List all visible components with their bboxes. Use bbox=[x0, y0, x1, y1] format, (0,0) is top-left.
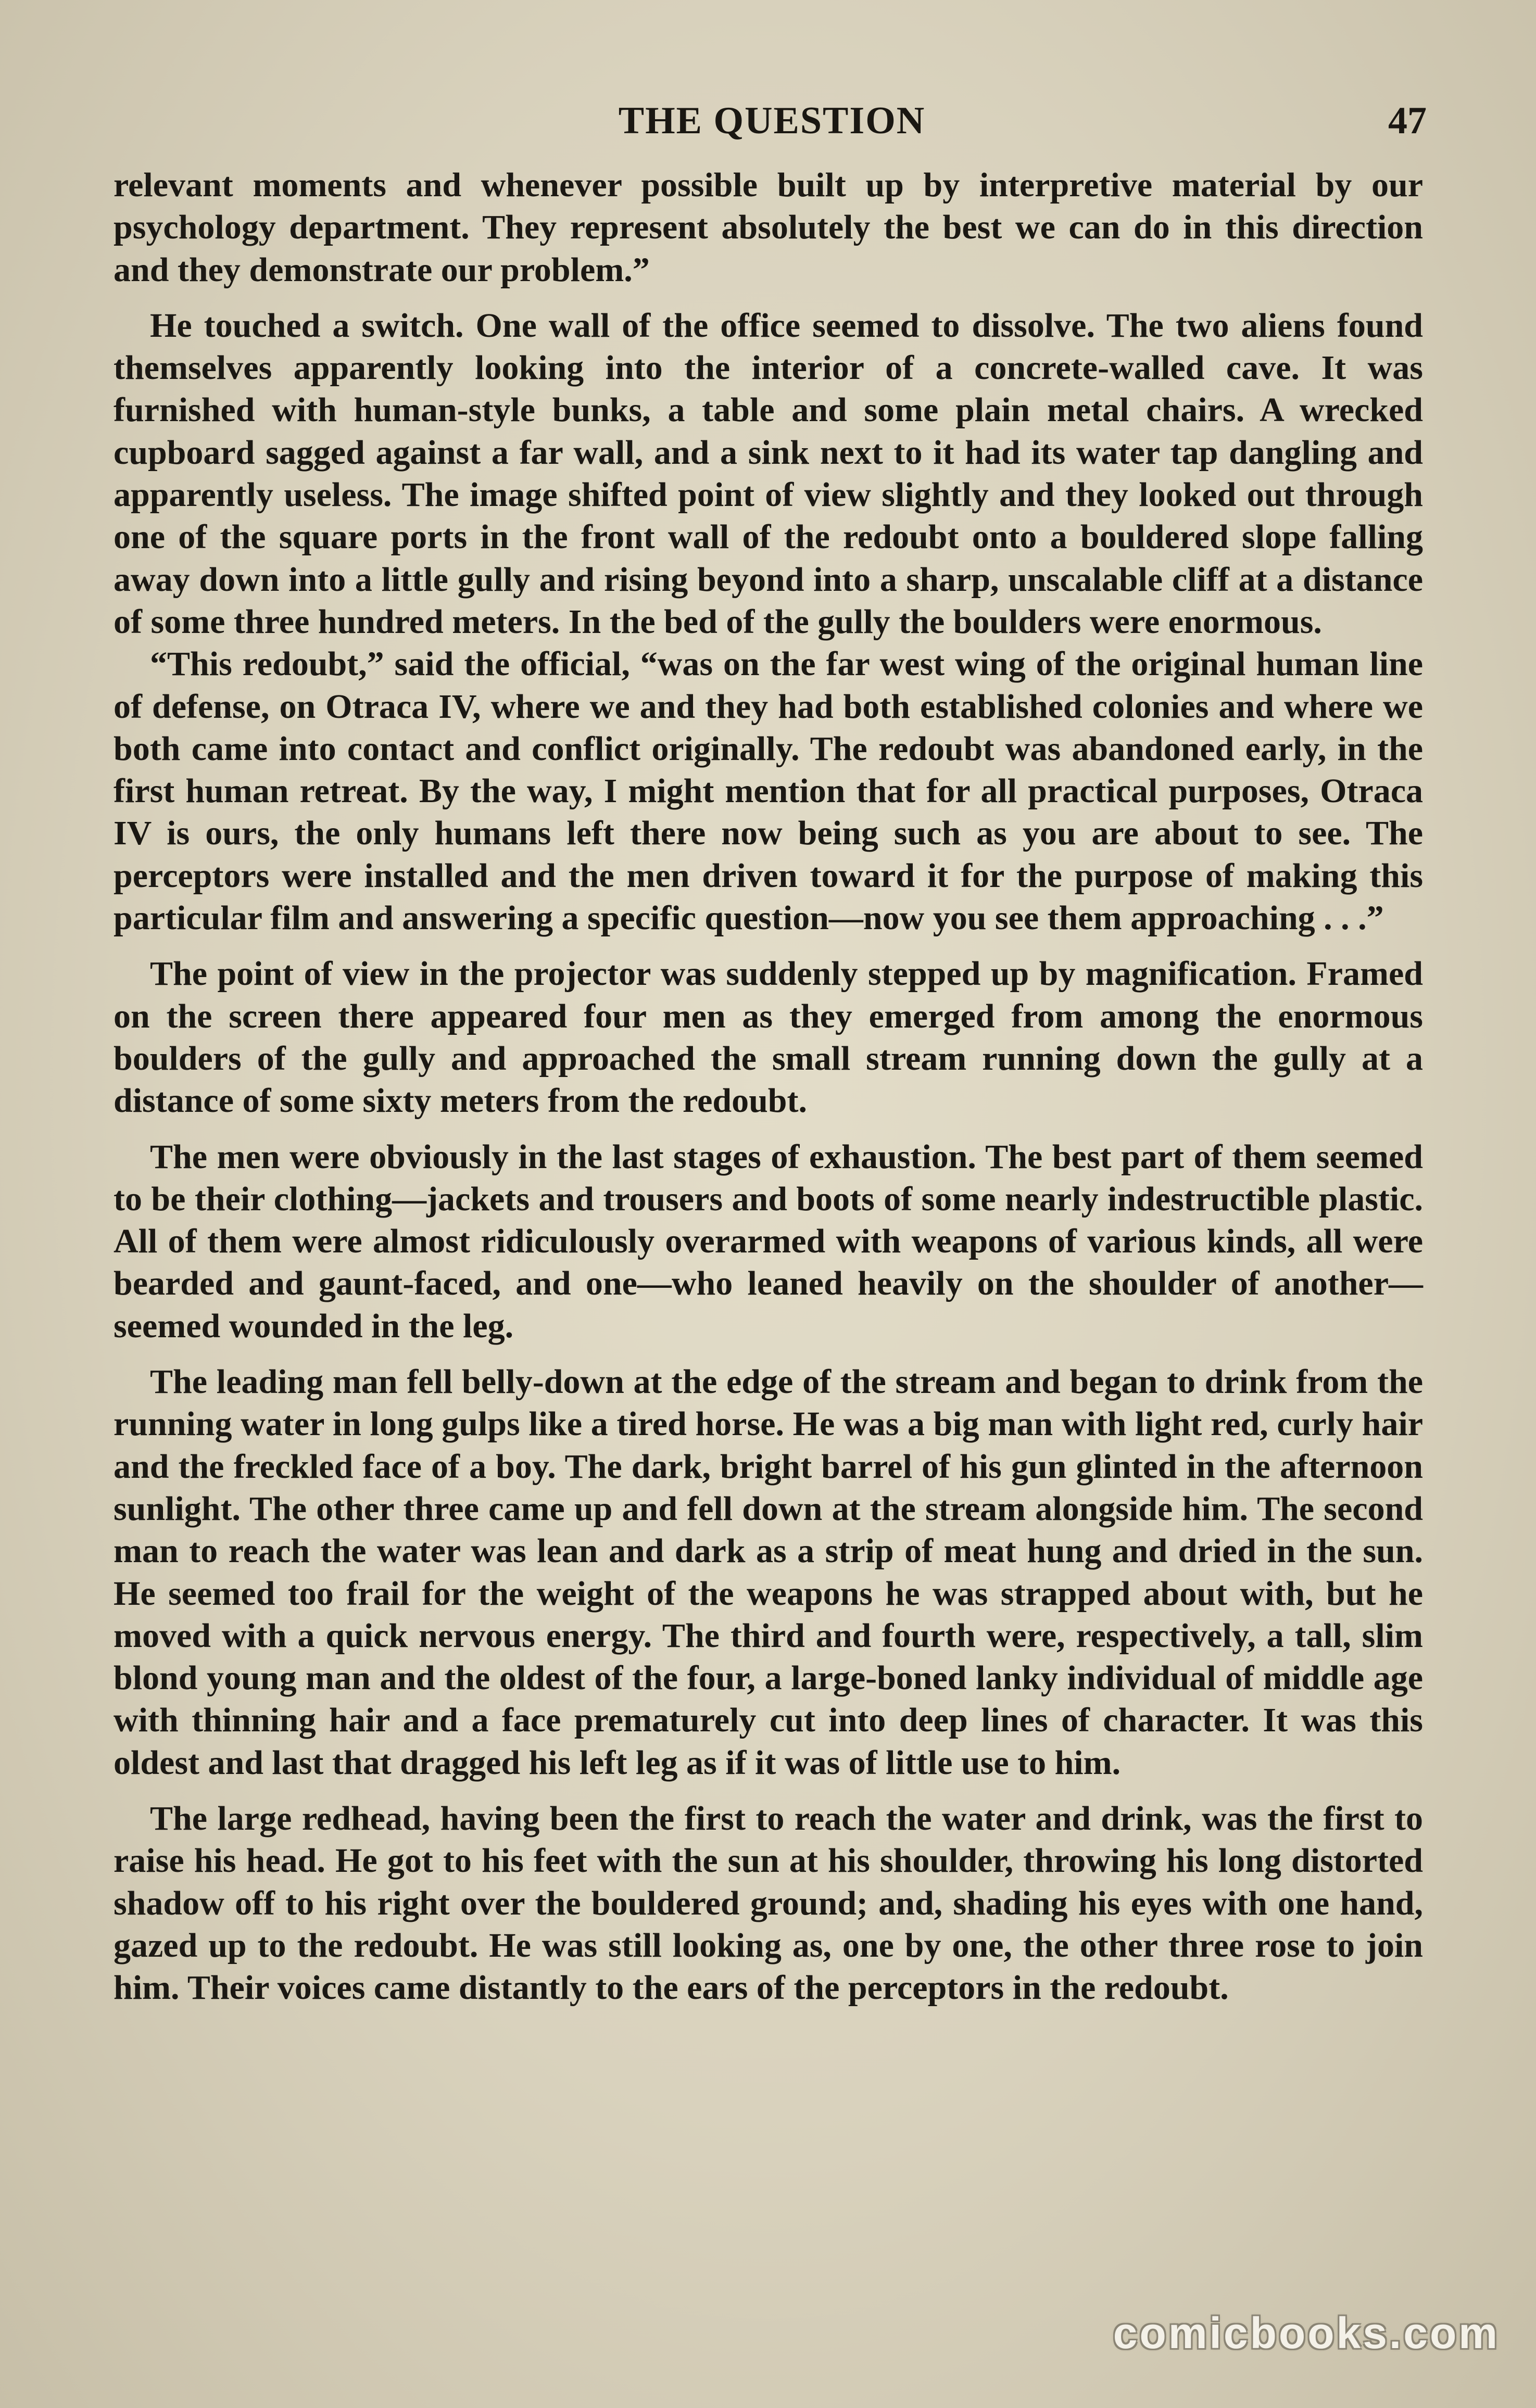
paragraph-3: “This redoubt,” said the official, “was on the far west wing of the original human line of defense, on Otraca IV, where we and they had both established colonies and where we both came into contact and conflict originally. The redoubt was abandoned early, in the first human retreat. By the way, I might mention that for all practical purposes, Otraca IV is ours, the only humans left there now being such as you are about to see. The perceptors were installed and the men driven toward it for the purpose of making this particular film and answering a specific question—now you see them approaching . . .” bbox=[114, 645, 1423, 937]
paragraph-6: The leading man fell belly-down at the edge of the stream and began to drink from the running water in long gulps like a tired horse. He was a big man with light red, curly hair and the freckled face of a boy. The dark, bright barrel of his gun glinted in the afternoon sunlight. The other three came up and fell down at the stream alongside him. The second man to reach the water was lean and dark as a strip of meat hung and dried in the sun. He seemed too frail for the weight of the weapons he was strapped about with, but he moved with a quick nervous energy. The third and fourth were, respectively, a tall, slim blond young man and the oldest of the four, a large-boned lanky individual of middle age with thinning hair and a face prematurely cut into deep lines of character. It was this oldest and last that dragged his left leg as if it was of little use to him. bbox=[114, 1363, 1423, 1782]
paragraph-5: The men were obviously in the last stages of exhaustion. The best part of them seemed to be their clothing—jackets and trousers and boots of some nearly indestructible plastic. All of them were almost ridiculously overarmed with weapons of various kinds, all were bearded and gaunt-faced, and one—who leaned heavily on the shoulder of another—seemed wounded in the leg. bbox=[114, 1137, 1423, 1345]
paragraph-1: relevant moments and whenever possible built up by interpretive material by our psychology department. They represent absolutely the best we can do in this direction and they demonstrate our problem.” bbox=[114, 166, 1423, 289]
paragraph-2: He touched a switch. One wall of the office seemed to dissolve. The two aliens found themselves apparently looking into the interior of a concrete-walled cave. It was furnished with human-style bunks, a table and some plain metal chairs. A wrecked cupboard sagged against a far wall, and a sink next to it had its water tap dangling and apparently useless. The image shifted point of view slightly and they looked out through one of the square ports in the front wall of the redoubt onto a bouldered slope falling away down into a little gully and rising beyond into a sharp, unscalable cliff at a distance of some three hundred meters. In the bed of the gully the boulders were enormous. bbox=[114, 306, 1423, 641]
page-header bbox=[117, 99, 1427, 156]
running-head: THE QUESTION bbox=[618, 99, 926, 142]
page-number: 47 bbox=[1388, 99, 1427, 142]
paragraph-7: The large redhead, having been the first to reach the water and drink, was the first to raise his head. He got to his feet with the sun at his shoulder, throwing his long distorted shadow off to his right over the bouldered ground; and, shading his eyes with one hand, gazed up to the redoubt. He was still looking as, one by one, the other three rose to join him. Their voices came distantly to the ears of the perceptors in the redoubt. bbox=[114, 1799, 1423, 2007]
body-text bbox=[114, 164, 1423, 2022]
watermark: comicbooks.com bbox=[1113, 2309, 1500, 2358]
paragraph-4: The point of view in the projector was suddenly stepped up by magnification. Framed on the screen there appeared four men as they emerged from among the enormous boulders of the gully and approached the small stream running down the gully at a distance of some sixty meters from the redoubt. bbox=[114, 955, 1423, 1120]
